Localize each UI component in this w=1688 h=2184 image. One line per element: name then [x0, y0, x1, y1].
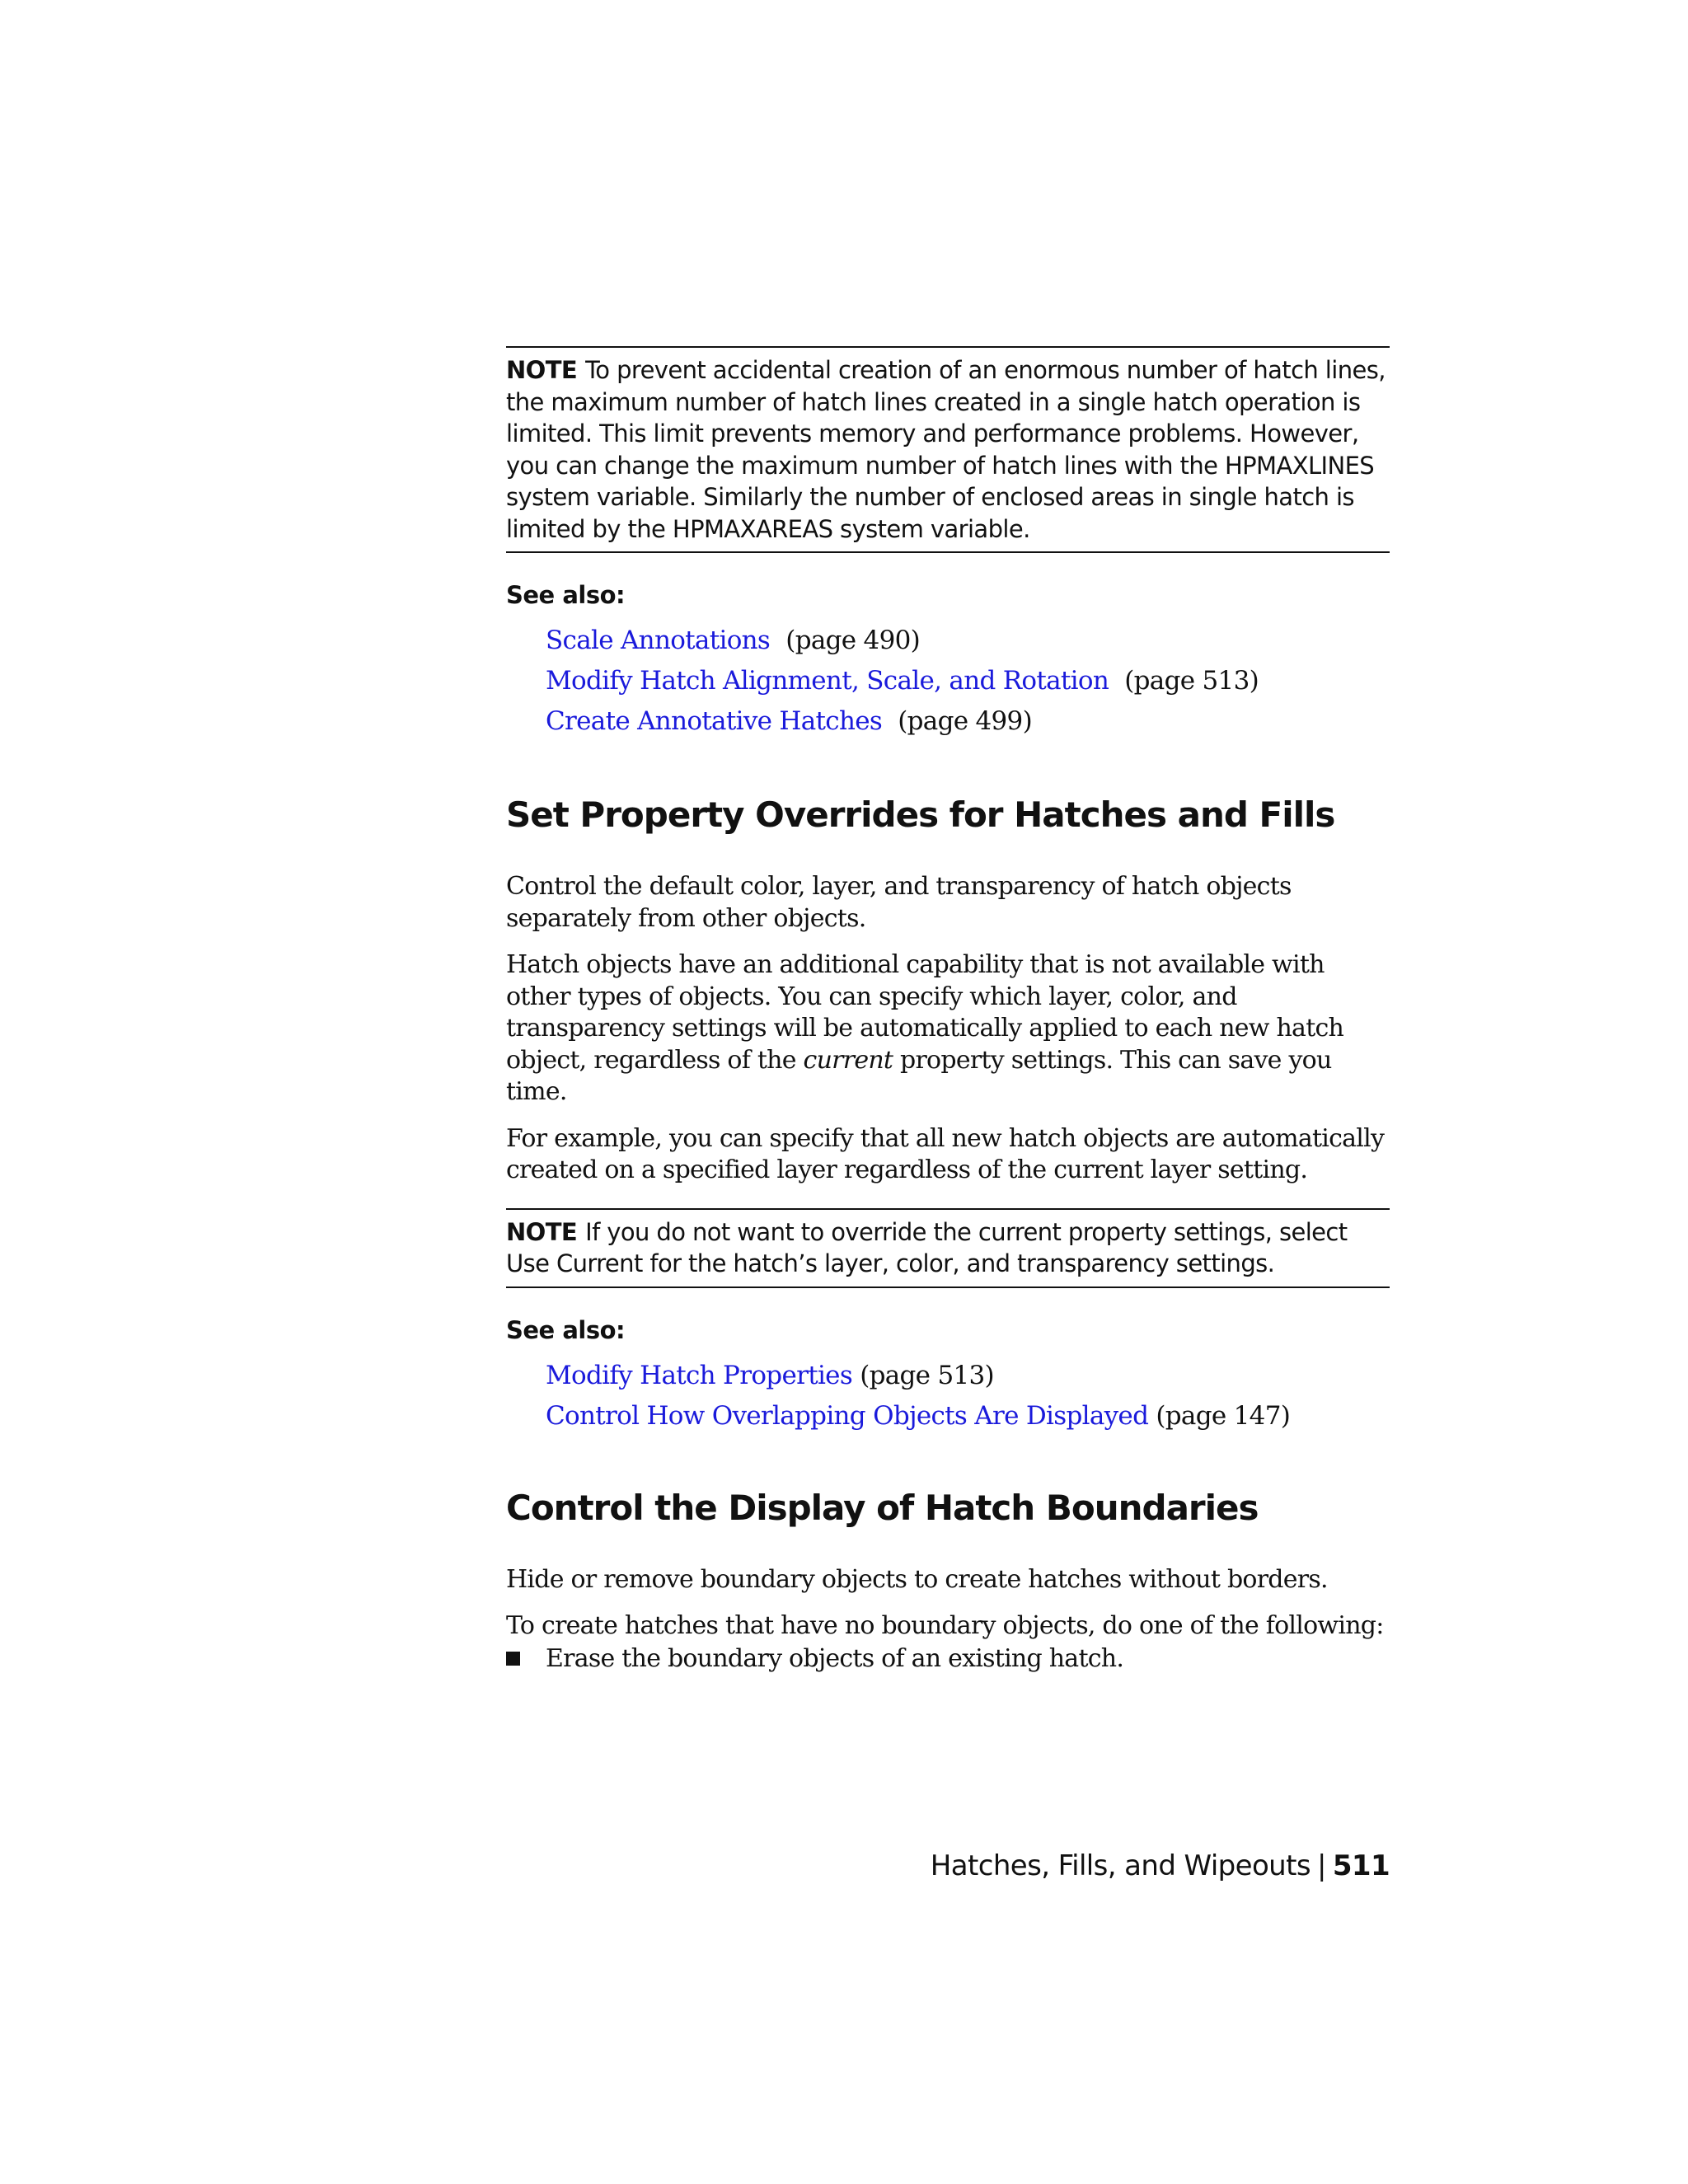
- see-also-item: [546, 1356, 1390, 1396]
- see-also-link-scale-annotations[interactable]: Scale Annotations: [546, 626, 771, 655]
- see-also-page-ref: (page 499): [898, 706, 1032, 736]
- paragraph: Control the default color, layer, and transparency of hatch objects separately from other objects.: [506, 872, 1292, 933]
- paragraph: For example, you can specify that all new hatch objects are automatically created on a specified layer regardless of the current layer setting.: [506, 1123, 1385, 1184]
- see-also-list: [506, 1356, 1390, 1436]
- section-heading-hatch-boundaries: Control the Display of Hatch Boundaries: [506, 1487, 1259, 1528]
- note-box: [506, 346, 1390, 553]
- see-also-heading: See also:: [506, 1315, 626, 1344]
- section-heading-property-overrides: Set Property Overrides for Hatches and Fills: [506, 794, 1335, 835]
- note-label: NOTE: [506, 356, 578, 384]
- see-also-list: [506, 621, 1390, 742]
- page-content: [506, 346, 1390, 1675]
- note-label: NOTE: [506, 1217, 578, 1246]
- list-item-text: Erase the boundary objects of an existing hatch.: [546, 1643, 1124, 1673]
- note-text: If you do not want to override the current property settings, select Use Current for the hatch’s layer, color, and transparency settings.: [506, 1217, 1348, 1277]
- see-also-page-ref: (page 513): [860, 1360, 994, 1390]
- see-also-item: [546, 701, 1390, 742]
- page-number: 511: [1332, 1849, 1390, 1882]
- see-also-heading: See also:: [506, 581, 626, 609]
- paragraph: [506, 949, 1390, 1108]
- see-also-link-control-overlapping-objects[interactable]: Control How Overlapping Objects Are Displayed: [546, 1400, 1149, 1431]
- see-also-link-modify-hatch-alignment[interactable]: Modify Hatch Alignment, Scale, and Rotation: [546, 666, 1109, 696]
- note-text: To prevent accidental creation of an enormous number of hatch lines, the maximum number of hatch lines created in a single hatch operation is limited. This limit prevents memory and performance problems. However, you can change the maximum number of hatch lines with the HPMAXLINES system variable. Similarly the number of enclosed areas in single hatch is limited by the HPMAXAREAS system variable.: [506, 356, 1386, 543]
- footer-chapter-title: Hatches, Fills, and Wipeouts: [930, 1849, 1311, 1882]
- see-also-page-ref: (page 490): [785, 626, 921, 655]
- paragraph: To create hatches that have no boundary objects, do one of the following:: [506, 1611, 1384, 1640]
- footer-separator: |: [1316, 1849, 1326, 1882]
- see-also-link-create-annotative-hatches[interactable]: Create Annotative Hatches: [546, 706, 883, 736]
- bullet-list: [506, 1643, 1390, 1675]
- bullet-square-icon: [506, 1652, 520, 1666]
- see-also-page-ref: (page 147): [1156, 1400, 1291, 1431]
- list-item: [506, 1643, 1390, 1675]
- see-also-link-modify-hatch-properties[interactable]: Modify Hatch Properties: [546, 1360, 853, 1390]
- see-also-item: [546, 661, 1390, 701]
- note-box: [506, 1208, 1390, 1288]
- see-also-item: [546, 621, 1390, 661]
- paragraph-text: Hatch objects have an additional capability that is not available with other types of objects. You can specify which layer, color, and transparency settings will be automatically applied to each new hatch object, regardless of the: [506, 950, 1344, 1075]
- see-also-page-ref: (page 513): [1124, 666, 1259, 696]
- see-also-item: [546, 1396, 1390, 1436]
- paragraph-text: property settings. This can save you time.: [506, 1045, 1332, 1106]
- page-footer: [931, 1849, 1390, 1882]
- paragraph: Hide or remove boundary objects to create hatches without borders.: [506, 1564, 1328, 1594]
- emphasis-text: current: [803, 1045, 893, 1075]
